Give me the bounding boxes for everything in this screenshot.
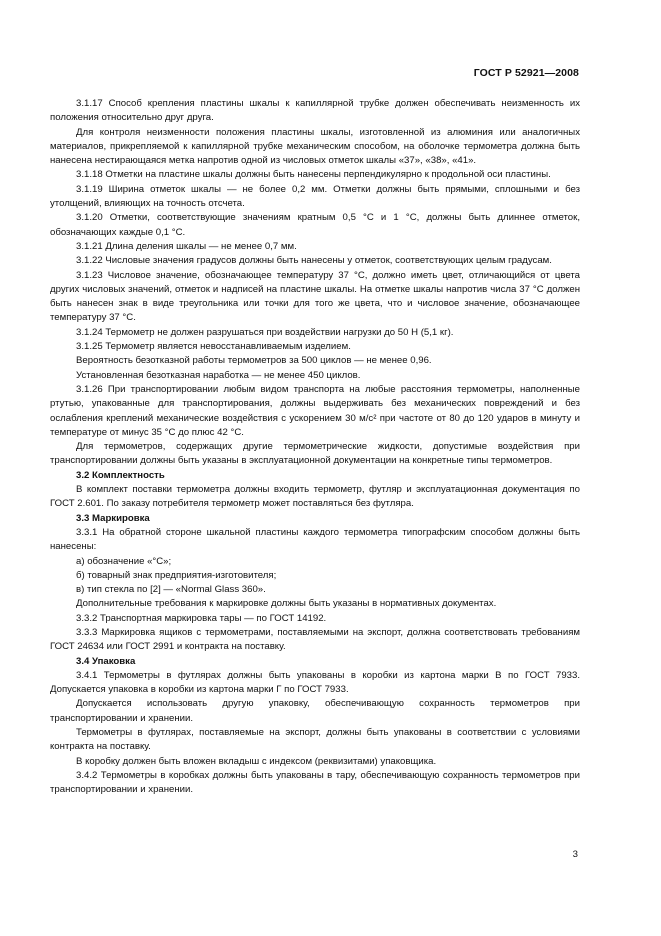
list-item: а) обозначение «°C»; bbox=[76, 555, 172, 567]
standard-code-header: ГОСТ Р 52921—2008 bbox=[473, 67, 579, 79]
page-number: 3 bbox=[572, 849, 578, 860]
paragraph: Установленная безотказная наработка — не менее 450 циклов. bbox=[76, 369, 361, 381]
paragraph: 3.1.23 Числовое значение, обозначающее температуру 37 °C, должно иметь цвет, отличающийся от цвета других числовых значений, отметок и надписей на пластине шкалы. На отметке шкалы напротив числа 37 °C должен быть нанесен знак в виде треугольника или точки для того же цвета, что и числовое значение, обозначающее температуру 37 °C. bbox=[50, 269, 580, 324]
paragraph: 3.1.26 При транспортировании любым видом транспорта на любые расстояния термометры, наполненные ртутью, упакованные для транспортирования, должны выдерживать без механических повреждений и без ослабления креплений механические воздействия с ускорением 30 м/с² при частоте от 80 до 120 ударов в минуту и температуре от минус 35 °C до плюс 42 °C. bbox=[50, 383, 580, 438]
document-body bbox=[50, 97, 580, 798]
paragraph: В комплект поставки термометра должны входить термометр, футляр и эксплуатационная документация по ГОСТ 2.601. По заказу потребителя термометр может поставляться без футляра. bbox=[50, 484, 580, 510]
section-heading: 3.2 Комплектность bbox=[76, 469, 165, 481]
paragraph: Для контроля неизменности положения пластины шкалы, изготовленной из алюминия или аналогичных материалов, прикрепляемой к капиллярной трубке механическим способом, на оболочке термометра должна быть нанесена нестирающаяся метка напротив одной из числовых отметок шкалы «37», «38», «41». bbox=[50, 126, 580, 167]
list-item: в) тип стекла по [2] — «Normal Glass 360». bbox=[76, 584, 266, 596]
paragraph: Дополнительные требования к маркировке должны быть указаны в нормативных документах. bbox=[76, 598, 497, 610]
section-heading: 3.4 Упаковка bbox=[76, 655, 136, 667]
paragraph: Вероятность безотказной работы термометров за 500 циклов — не менее 0,96. bbox=[76, 355, 432, 367]
paragraph: В коробку должен быть вложен вкладыш с индексом (реквизитами) упаковщика. bbox=[76, 755, 437, 767]
paragraph: 3.1.22 Числовые значения градусов должны быть нанесены у отметок, соответствующих целым градусам. bbox=[76, 255, 552, 267]
paragraph: 3.1.19 Ширина отметок шкалы — не более 0,2 мм. Отметки должны быть прямыми, сплошными и без утолщений, влияющих на точность отсчета. bbox=[50, 183, 580, 210]
paragraph: 3.4.2 Термометры в коробках должны быть упакованы в тару, обеспечивающую сохранность термометров при транспортировании и хранении. bbox=[50, 769, 580, 796]
paragraph: 3.4.1 Термометры в футлярах должны быть упакованы в коробки из картона марки В по ГОСТ 7933. Допускается упаковка в коробки из картона марки Г по ГОСТ 7933. bbox=[50, 669, 580, 696]
paragraph: 3.1.25 Термометр является невосстанавливаемым изделием. bbox=[76, 341, 351, 353]
paragraph: 3.1.24 Термометр не должен разрушаться при воздействии нагрузки до 50 Н (5,1 кг). bbox=[76, 326, 454, 338]
paragraph: 3.1.20 Отметки, соответствующие значениям кратным 0,5 °C и 1 °C, должны быть длиннее отметок, обозначающих каждые 0,1 °C. bbox=[50, 212, 580, 238]
paragraph: 3.1.21 Длина деления шкалы — не менее 0,7 мм. bbox=[76, 240, 297, 252]
paragraph: 3.1.17 Способ крепления пластины шкалы к капиллярной трубке должен обеспечивать неизменность их положения относительно друг друга. bbox=[50, 98, 580, 124]
section-heading: 3.3 Маркировка bbox=[76, 512, 150, 524]
paragraph: Термометры в футлярах, поставляемые на экспорт, должны быть упакованы в соответствии с условиями контракта на поставку. bbox=[50, 727, 580, 753]
paragraph: 3.1.18 Отметки на пластине шкалы должны быть нанесены перпендикулярно к продольной оси пластины. bbox=[76, 169, 551, 181]
paragraph: 3.3.1 На обратной стороне шкальной пластины каждого термометра типографским способом должны быть нанесены: bbox=[50, 526, 580, 553]
paragraph: 3.3.3 Маркировка ящиков с термометрами, поставляемыми на экспорт, должна соответствовать требованиям ГОСТ 24634 или ГОСТ 2991 и контракта на поставку. bbox=[50, 626, 580, 653]
paragraph: 3.3.2 Транспортная маркировка тары — по ГОСТ 14192. bbox=[76, 612, 327, 624]
list-item: б) товарный знак предприятия-изготовителя; bbox=[76, 569, 277, 581]
paragraph: Допускается использовать другую упаковку, обеспечивающую сохранность термометров при транспортировании и хранении. bbox=[50, 698, 580, 724]
paragraph: Для термометров, содержащих другие термометрические жидкости, допустимые воздействия при транспортировании должны быть указаны в эксплуатационной документации на конкретные типы термометров. bbox=[50, 441, 580, 467]
